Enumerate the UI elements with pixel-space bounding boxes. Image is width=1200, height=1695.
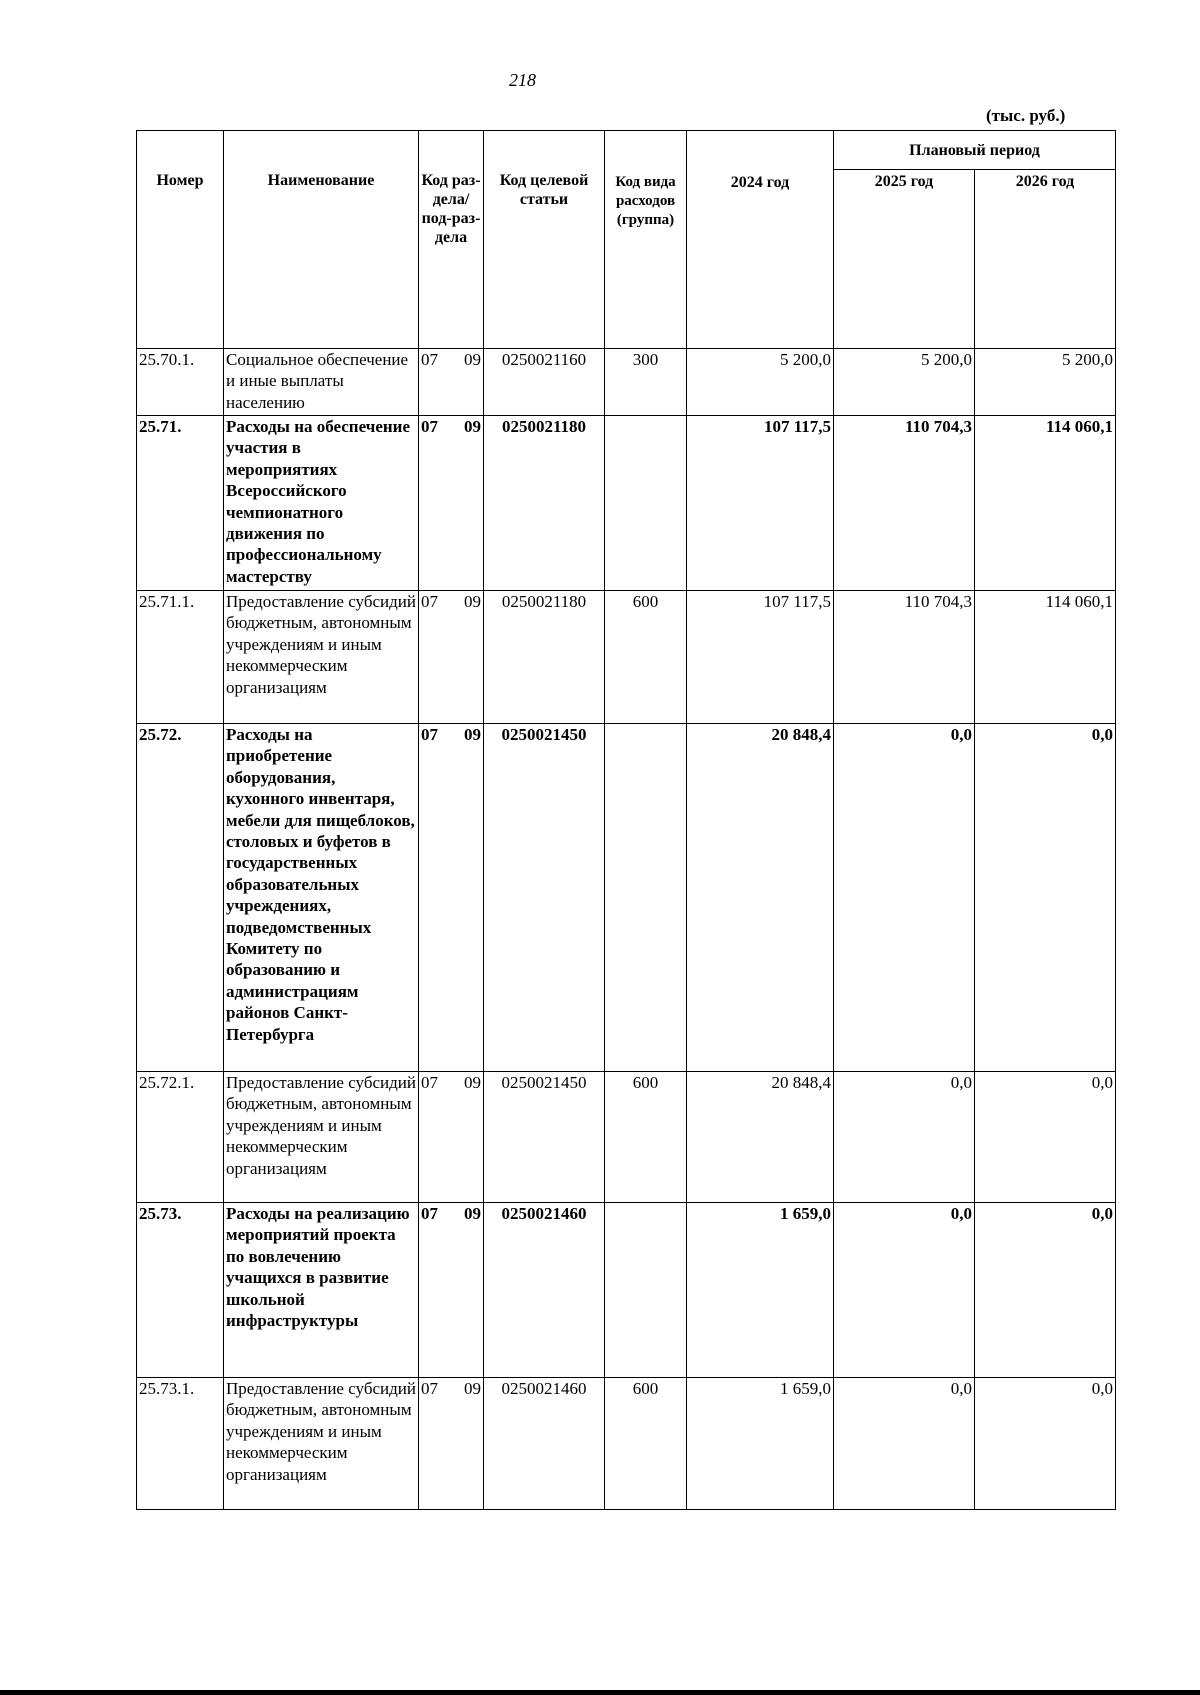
cell-2026: 0,0 xyxy=(975,1072,1116,1203)
cell-section-code xyxy=(419,416,484,591)
cell-expense-type: 300 xyxy=(605,349,687,416)
cell-razdel: 07 xyxy=(421,1073,438,1092)
cell-razdel: 07 xyxy=(421,417,438,436)
cell-nomer: 25.72.1. xyxy=(137,1072,224,1203)
cell-expense-type: 600 xyxy=(605,1072,687,1203)
cell-podrazdel: 09 xyxy=(464,1073,481,1092)
cell-expense-type xyxy=(605,724,687,1072)
cell-2025: 0,0 xyxy=(834,1378,975,1510)
cell-name: Предоставление субсидий бюджетным, автономным учреждениям и иным некоммерческим организациям xyxy=(224,591,419,724)
cell-nomer: 25.71.1. xyxy=(137,591,224,724)
cell-2024: 107 117,5 xyxy=(687,591,834,724)
cell-podrazdel: 09 xyxy=(464,592,481,611)
cell-nomer: 25.71. xyxy=(137,416,224,591)
cell-razdel: 07 xyxy=(421,1379,438,1398)
cell-2026: 0,0 xyxy=(975,724,1116,1072)
header-2024: 2024 год xyxy=(687,131,834,349)
cell-expense-type xyxy=(605,416,687,591)
cell-target-code: 0250021180 xyxy=(484,416,605,591)
header-expense-type: Код вида расходов (группа) xyxy=(605,131,687,349)
cell-2026: 114 060,1 xyxy=(975,591,1116,724)
cell-2025: 0,0 xyxy=(834,1203,975,1378)
header-name: Наименование xyxy=(224,131,419,349)
cell-2026: 5 200,0 xyxy=(975,349,1116,416)
table-row xyxy=(137,349,1116,416)
table-row xyxy=(137,1378,1116,1510)
header-planned-period: Плановый период xyxy=(834,131,1116,170)
cell-podrazdel: 09 xyxy=(464,350,481,369)
table-body xyxy=(137,349,1116,1510)
cell-expense-type: 600 xyxy=(605,591,687,724)
header-section-code: Код раз-дела/ под-раз-дела xyxy=(419,131,484,349)
cell-target-code: 0250021160 xyxy=(484,349,605,416)
page-number: 218 xyxy=(509,70,536,90)
budget-table xyxy=(136,130,1116,1510)
units-label: (тыс. руб.) xyxy=(986,106,1066,125)
table-row xyxy=(137,416,1116,591)
cell-section-code xyxy=(419,591,484,724)
bottom-border xyxy=(0,1690,1200,1695)
cell-name: Социальное обеспечение и иные выплаты населению xyxy=(224,349,419,416)
cell-2024: 20 848,4 xyxy=(687,1072,834,1203)
cell-nomer: 25.70.1. xyxy=(137,349,224,416)
cell-target-code: 0250021180 xyxy=(484,591,605,724)
header-2026: 2026 год xyxy=(975,170,1116,349)
cell-nomer: 25.72. xyxy=(137,724,224,1072)
cell-podrazdel: 09 xyxy=(464,1204,481,1223)
cell-name: Предоставление субсидий бюджетным, автономным учреждениям и иным некоммерческим организациям xyxy=(224,1072,419,1203)
cell-section-code xyxy=(419,349,484,416)
cell-target-code: 0250021460 xyxy=(484,1378,605,1510)
header-row xyxy=(137,131,1116,170)
cell-2025: 0,0 xyxy=(834,1072,975,1203)
cell-razdel: 07 xyxy=(421,592,438,611)
cell-name: Предоставление субсидий бюджетным, автономным учреждениям и иным некоммерческим организациям xyxy=(224,1378,419,1510)
cell-podrazdel: 09 xyxy=(464,417,481,436)
cell-section-code xyxy=(419,1378,484,1510)
header-2025: 2025 год xyxy=(834,170,975,349)
cell-2024: 1 659,0 xyxy=(687,1203,834,1378)
cell-2025: 110 704,3 xyxy=(834,591,975,724)
cell-2024: 20 848,4 xyxy=(687,724,834,1072)
cell-2026: 114 060,1 xyxy=(975,416,1116,591)
header-target-code: Код целевой статьи xyxy=(484,131,605,349)
cell-section-code xyxy=(419,1072,484,1203)
cell-2024: 5 200,0 xyxy=(687,349,834,416)
cell-expense-type xyxy=(605,1203,687,1378)
cell-section-code xyxy=(419,1203,484,1378)
cell-podrazdel: 09 xyxy=(464,1379,481,1398)
cell-razdel: 07 xyxy=(421,1204,438,1223)
cell-target-code: 0250021450 xyxy=(484,1072,605,1203)
cell-razdel: 07 xyxy=(421,725,438,744)
cell-name: Расходы на приобретение оборудования, кухонного инвентаря, мебели для пищеблоков, столовых и буфетов в государственных образовательных учреждениях, подведомственных Комитету по образованию и администрациям районов Санкт-Петербурга xyxy=(224,724,419,1072)
cell-2024: 107 117,5 xyxy=(687,416,834,591)
table-row xyxy=(137,724,1116,1072)
cell-2025: 0,0 xyxy=(834,724,975,1072)
table-row xyxy=(137,1203,1116,1378)
cell-name: Расходы на реализацию мероприятий проекта по вовлечению учащихся в развитие школьной инфраструктуры xyxy=(224,1203,419,1378)
cell-2025: 110 704,3 xyxy=(834,416,975,591)
cell-2024: 1 659,0 xyxy=(687,1378,834,1510)
cell-2026: 0,0 xyxy=(975,1203,1116,1378)
cell-name: Расходы на обеспечение участия в мероприятиях Всероссийского чемпионатного движения по профессиональному мастерству xyxy=(224,416,419,591)
cell-podrazdel: 09 xyxy=(464,725,481,744)
cell-expense-type: 600 xyxy=(605,1378,687,1510)
table-row xyxy=(137,591,1116,724)
cell-target-code: 0250021450 xyxy=(484,724,605,1072)
cell-razdel: 07 xyxy=(421,350,438,369)
cell-2025: 5 200,0 xyxy=(834,349,975,416)
cell-2026: 0,0 xyxy=(975,1378,1116,1510)
cell-nomer: 25.73.1. xyxy=(137,1378,224,1510)
cell-section-code xyxy=(419,724,484,1072)
cell-nomer: 25.73. xyxy=(137,1203,224,1378)
table-row xyxy=(137,1072,1116,1203)
cell-target-code: 0250021460 xyxy=(484,1203,605,1378)
header-nomer: Номер xyxy=(137,131,224,349)
